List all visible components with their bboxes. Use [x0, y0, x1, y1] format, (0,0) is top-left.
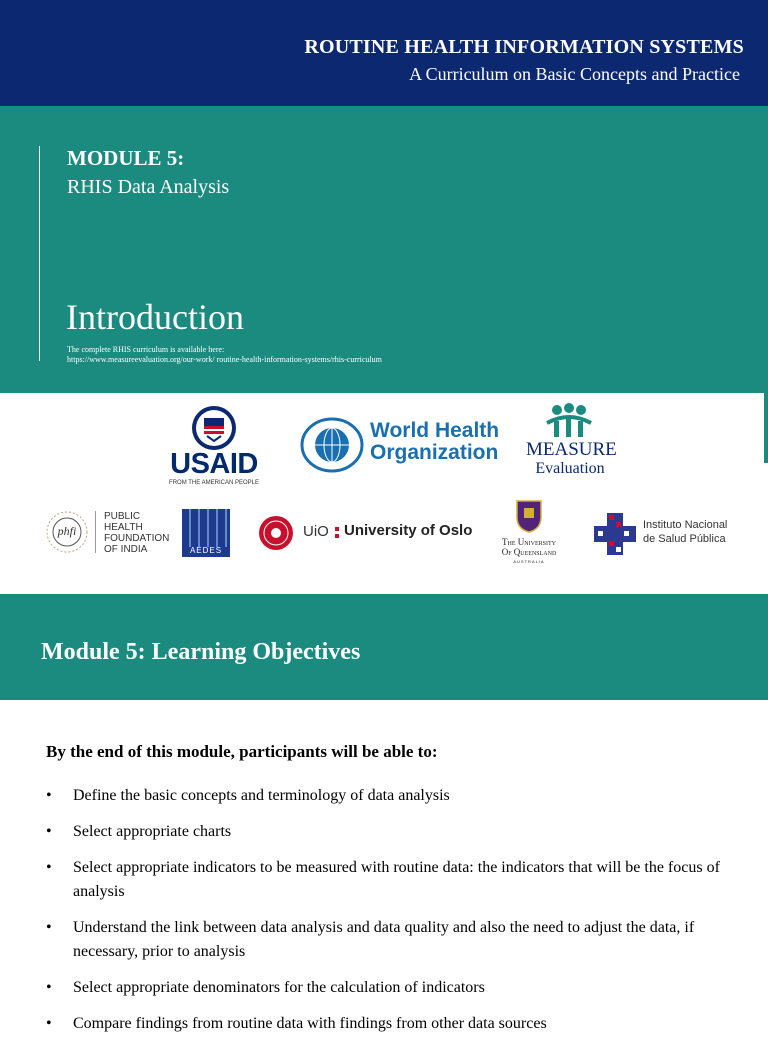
phfi-line1: PUBLIC	[104, 511, 141, 522]
who-name-line1: World Health	[370, 419, 500, 442]
phfi-line3: FOUNDATION	[104, 533, 170, 544]
usaid-logo	[164, 405, 264, 487]
who-logo	[299, 417, 499, 475]
objectives-content	[0, 700, 768, 1032]
accent-divider	[39, 146, 40, 361]
uio-full-name: University of Oslo	[344, 522, 473, 539]
teal-edge	[764, 393, 768, 463]
measure-people-icon	[543, 403, 595, 439]
evaluation-wordmark: Evaluation	[535, 460, 605, 477]
objectives-heading: Module 5: Learning Objectives	[41, 639, 361, 665]
uq-line3: AUSTRALIA	[513, 559, 545, 564]
phfi-line4: OF INDIA	[104, 544, 148, 555]
usaid-wordmark: USAID	[170, 448, 258, 480]
objectives-banner	[0, 594, 768, 700]
uio-logo	[258, 515, 478, 551]
module-title-panel	[0, 106, 768, 393]
usaid-seal-icon	[190, 405, 238, 451]
header-banner	[0, 0, 768, 106]
uio-seal-icon	[258, 515, 294, 551]
list-item: • Select appropriate charts	[46, 820, 736, 844]
curriculum-note: The complete RHIS curriculum is available here:	[67, 345, 225, 354]
aedes-wordmark: AEDES	[189, 546, 223, 555]
measure-evaluation-logo	[526, 403, 616, 485]
objectives-list	[46, 784, 736, 1048]
curriculum-title: ROUTINE HEALTH INFORMATION SYSTEMS	[304, 36, 744, 58]
uio-short: UiO	[303, 523, 329, 540]
objectives-lead: By the end of this module, participants will be able to:	[46, 742, 438, 761]
phfi-mark: phfi	[57, 524, 77, 538]
list-item: • Select appropriate denominators for the calculation of indicators	[46, 976, 736, 1000]
section-title: Introduction	[66, 297, 244, 337]
uq-line1: The University	[502, 537, 556, 547]
partner-logos	[0, 393, 768, 594]
list-item: • Compare findings from routine data with findings from other data sources	[46, 1012, 736, 1036]
phfi-divider	[95, 511, 96, 553]
insp-cross-icon	[592, 511, 638, 557]
uq-crest-icon	[515, 499, 543, 533]
list-item: • Select appropriate indicators to be measured with routine data: the indicators that will be the focus of analysis	[46, 856, 736, 904]
usaid-tagline: FROM THE AMERICAN PEOPLE	[169, 480, 259, 486]
phfi-line2: HEALTH	[104, 522, 143, 533]
curriculum-subtitle: A Curriculum on Basic Concepts and Practice	[409, 64, 740, 84]
uio-colon	[335, 524, 339, 540]
measure-wordmark: MEASURE	[526, 439, 617, 460]
aedes-logo	[182, 509, 230, 557]
curriculum-link[interactable]: https://www.measureevaluation.org/our-work/ routine-health-information-systems/rhis-curriculum	[67, 355, 382, 364]
uq-logo	[490, 499, 568, 571]
list-item: • Define the basic concepts and terminology of data analysis	[46, 784, 736, 808]
aedes-stripes	[182, 509, 230, 547]
uq-line2: Of Queensland	[501, 547, 557, 557]
who-name-line2: Organization	[370, 441, 499, 464]
module-name: RHIS Data Analysis	[67, 176, 230, 198]
insp-logo	[592, 511, 742, 557]
phfi-logo	[44, 509, 174, 559]
module-label: MODULE 5:	[67, 146, 185, 170]
who-emblem-icon	[299, 417, 365, 473]
list-item: • Understand the link between data analysis and data quality and also the need to adjust the data, if necessary, prior to analysis	[46, 916, 736, 964]
insp-line2: de Salud Pública	[643, 533, 726, 545]
insp-line1: Instituto Nacional	[643, 519, 728, 531]
